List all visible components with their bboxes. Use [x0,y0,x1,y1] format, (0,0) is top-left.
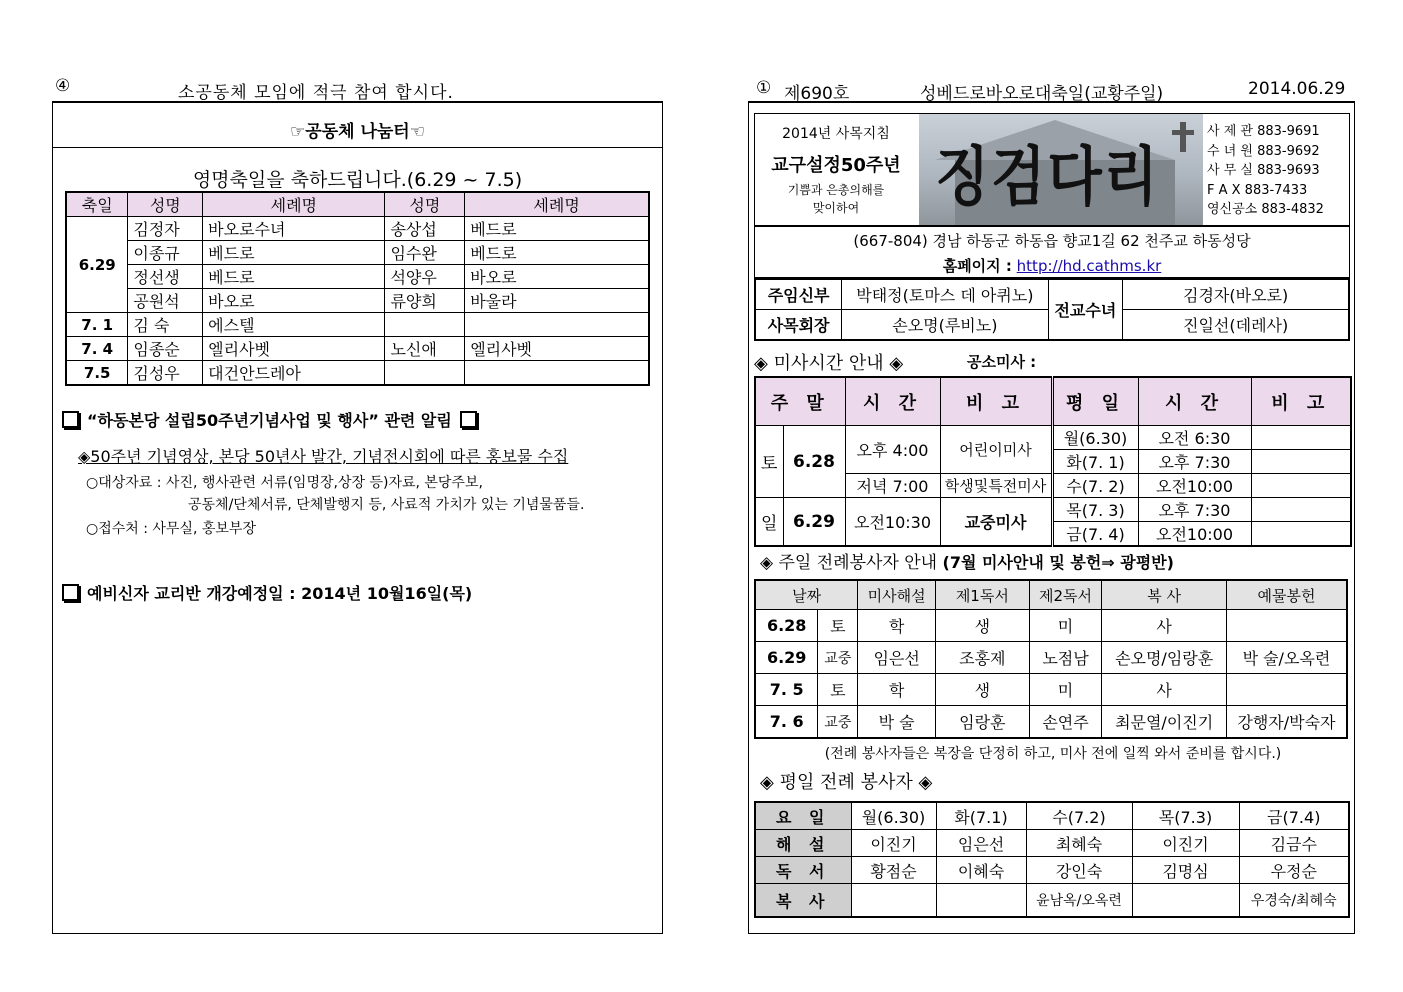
table-cell: 이종규 [128,241,203,265]
catechism-notice-text: 예비신자 교리반 개강예정일 : 2014년 10월16일(목) [87,584,473,603]
weekday-note [1251,474,1351,498]
left-header-title: 소공동체 모임에 적극 참여 합시다. [178,83,454,103]
contact-rectory: 사 제 관 883-9691 [1207,124,1320,139]
feast-table [65,191,650,386]
table-cell: 강인숙 [1026,857,1132,884]
mass-note: 어린이미사 [940,426,1052,474]
pastor-label: 주임신부 [755,279,842,310]
table-cell [385,361,465,386]
weekday-note [1251,522,1351,547]
table-row [66,265,649,289]
weekday-col-thu: 목(7.3) [1132,802,1239,830]
weekday-col-fri: 금(7.4) [1239,802,1349,830]
table-cell: 임랑훈 [936,706,1030,739]
row-label-reading: 독 서 [755,857,851,884]
table-row [755,802,1349,830]
feast-col-name2: 성명 [385,192,465,217]
table-cell: 윤남옥/오옥련 [1026,884,1132,918]
table-cell: 바오로 [465,265,649,289]
weekday-col-label: 요 일 [755,802,851,830]
mass-col-note2: 비 고 [1251,377,1351,426]
table-cell: 미 [1029,674,1102,706]
council-label: 사목회장 [755,310,842,341]
table-cell: 7. 5 [755,674,818,706]
table-cell: 사 [1102,610,1227,642]
table-cell: 최문열/이진기 [1102,706,1227,739]
weekday-col-wed: 수(7.2) [1026,802,1132,830]
table-cell: 학 [858,610,936,642]
weekday-time: 오전10:00 [1138,474,1251,498]
table-cell [1226,674,1347,706]
mass-col-weekend: 주 말 [755,377,845,426]
liturgy-col-date: 날짜 [755,580,858,610]
table-cell: 우정순 [1239,857,1349,884]
contact-list [1207,122,1324,220]
table-row [755,279,1349,310]
table-row [755,642,1347,674]
table-row [66,361,649,386]
mass-time: 저녁 7:00 [845,474,940,498]
newsletter-logo: 징검다리 [935,140,1160,215]
liturgy-col-server: 복 사 [1102,580,1227,610]
table-row [755,426,1351,450]
table-row [755,857,1349,884]
table-cell: 우경숙/최혜숙 [1239,884,1349,918]
sister-name-1: 김경자(바오로) [1123,279,1349,310]
mass-time: 오전10:30 [845,498,940,547]
motto-line2: 맞이하여 [812,201,860,215]
table-cell: 임은선 [858,642,936,674]
table-cell: 베드로 [203,265,385,289]
table-cell: 바오로수녀 [203,217,385,241]
liturgy-col-commentary: 미사해설 [858,580,936,610]
table-row [755,610,1347,642]
table-row [755,706,1347,739]
left-page-number: ④ [55,76,71,96]
table-cell: 류양희 [385,289,465,313]
checkbox-square-icon [62,411,79,428]
feast-col-name: 성명 [128,192,203,217]
table-cell [1132,884,1239,918]
table-cell: 베드로 [465,217,649,241]
council-name: 손오명(루비노) [842,310,1048,341]
table-row [66,337,649,361]
weekday-col-mon: 월(6.30) [851,802,936,830]
table-cell: 미 [1029,610,1102,642]
target-materials-line2: 공동체/단체서류, 단체발행지 등, 사료적 가치가 있는 기념물품들. [188,497,585,513]
table-row [755,498,1351,522]
feast-heading: 영명축일을 축하드립니다.(6.29 ~ 7.5) [192,169,523,191]
table-cell: 손연주 [1029,706,1102,739]
feast-header-row [66,192,649,217]
weekday-day: 월(6.30) [1052,426,1138,450]
table-cell [465,313,649,337]
feast-title: 성베드로바오로대축일(교황주일) [920,84,1164,104]
table-cell [936,884,1026,918]
weekday-servers-table [754,801,1350,918]
table-cell: 강행자/박숙자 [1226,706,1347,739]
table-cell [385,313,465,337]
table-cell: 에스텔 [203,313,385,337]
target-materials-line1: ○대상자료 : 사진, 행사관련 서류(임명장,상장 등)자료, 본당주보, [86,475,483,491]
weekend-date: 6.28 [783,426,845,498]
table-cell: 교중 [818,642,858,674]
table-cell: 이진기 [1132,830,1239,857]
table-cell: 사 [1102,674,1227,706]
checkbox-square-icon [62,584,79,601]
reception-place: ○접수처 : 사무실, 홍보부장 [86,521,256,537]
table-cell: 이혜숙 [936,857,1026,884]
table-row [66,289,649,313]
feast-day: 7. 1 [66,313,128,337]
table-cell [851,884,936,918]
table-cell: 학 [858,674,936,706]
mission-mass-label: 공소미사 : [967,353,1037,371]
table-cell: 김금수 [1239,830,1349,857]
feast-col-baptism: 세례명 [203,192,385,217]
table-row [755,830,1349,857]
mass-times-title: ◈ 미사시간 안내 ◈ [754,353,904,374]
table-row [66,313,649,337]
issue-number: 제690호 [784,84,850,104]
table-cell: 생 [936,674,1030,706]
right-page-number: ① [756,78,772,98]
table-cell: 공원석 [128,289,203,313]
table-cell: 노신애 [385,337,465,361]
checkbox-square-icon [460,411,477,428]
church-address: (667-804) 경남 하동군 하동읍 향교1길 62 천주교 하동성당 [853,232,1251,250]
table-row [755,474,1351,498]
table-cell: 생 [936,610,1030,642]
table-cell: 토 [818,610,858,642]
table-cell: 임은선 [936,830,1026,857]
mass-note: 교중미사 [940,498,1052,547]
anniversary-notice-title [62,408,477,431]
motto-line1: 기쁨과 은총의해를 [787,183,885,197]
table-cell: 김성우 [128,361,203,386]
table-cell: 김명심 [1132,857,1239,884]
table-row [755,884,1349,918]
feast-day: 7.5 [66,361,128,386]
table-cell [1226,610,1347,642]
mass-col-weekday: 평 일 [1052,377,1138,426]
staff-table [754,278,1350,341]
table-cell: 엘리사벳 [203,337,385,361]
weekday-note [1251,426,1351,450]
table-cell: 베드로 [465,241,649,265]
table-cell: 노점남 [1029,642,1102,674]
row-label-commentary: 해 설 [755,830,851,857]
table-cell: 송상섭 [385,217,465,241]
table-cell: 대건안드레아 [203,361,385,386]
mass-time: 오후 4:00 [845,426,940,474]
liturgy-col-offering: 예물봉헌 [1226,580,1347,610]
homepage-link[interactable]: http://hd.cathms.kr [1016,257,1162,275]
table-cell: 바오로 [203,289,385,313]
weekday-note [1251,450,1351,474]
mass-note: 학생및특전미사 [940,474,1052,498]
liturgy-title [760,548,1174,573]
table-cell: 최혜숙 [1026,830,1132,857]
table-cell: 임수완 [385,241,465,265]
row-label-server: 복 사 [755,884,851,918]
table-cell: 김정자 [128,217,203,241]
weekday-servers-title: ◈ 평일 전례 봉사자 ◈ [760,772,933,793]
table-cell: 손오명/임랑훈 [1102,642,1227,674]
homepage-label: 홈페이지 : [942,257,1012,275]
table-cell: 엘리사벳 [465,337,649,361]
weekday-time: 오후 7:30 [1138,498,1251,522]
mass-header-row [755,377,1351,426]
liturgy-col-reading1: 제1독서 [936,580,1030,610]
weekday-note [1251,498,1351,522]
anniversary-notice-text: “하동본당 설립50주년기념사업 및 행사” 관련 알림 [87,411,452,430]
mass-col-note: 비 고 [940,377,1052,426]
feast-day: 6.29 [66,217,128,313]
cross-icon [1180,122,1186,152]
table-cell: 석양우 [385,265,465,289]
table-cell: 베드로 [203,241,385,265]
weekday-day: 목(7. 3) [1052,498,1138,522]
feast-day: 7. 4 [66,337,128,361]
liturgy-header-row [755,580,1347,610]
diocese-anniversary: 교구설정50주년 [771,155,901,176]
table-cell: 교중 [818,706,858,739]
table-row [755,674,1347,706]
pastoral-motto-year: 2014년 사목지침 [782,126,890,142]
pastor-name: 박태정(토마스 데 아퀴노) [842,279,1048,310]
feast-col-baptism2: 세례명 [465,192,649,217]
weekday-time: 오후 7:30 [1138,450,1251,474]
table-cell: 조홍제 [936,642,1030,674]
mass-schedule-table [754,376,1352,547]
weekday-day: 화(7. 1) [1052,450,1138,474]
catechism-notice [62,581,472,604]
table-cell [465,361,649,386]
sister-name-2: 진일선(데레사) [1123,310,1349,341]
community-box-title: ☞공동체 나눔터☜ [290,122,425,142]
table-cell: 임종순 [128,337,203,361]
table-cell: 7. 6 [755,706,818,739]
weekday-day: 수(7. 2) [1052,474,1138,498]
feast-col-day: 축일 [66,192,128,217]
table-cell: 김 숙 [128,313,203,337]
liturgy-title-text: ◈ 주일 전례봉사자 안내 [760,553,938,573]
table-row [66,217,649,241]
table-cell: 이진기 [851,830,936,857]
weekend-day: 일 [755,498,783,547]
weekday-time: 오전10:00 [1138,522,1251,547]
liturgy-note: (전례 봉사자들은 복장을 단정히 하고, 미사 전에 일찍 와서 준비를 합시다.) [824,746,1282,762]
weekday-time: 오전 6:30 [1138,426,1251,450]
sister-label: 전교수녀 [1048,279,1123,340]
homepage-line [754,255,1350,276]
anniversary-subtitle: ◈50주년 기념영상, 본당 50년사 발간, 기념전시회에 따른 홍보물 수집 [78,447,569,466]
mass-col-time: 시 간 [845,377,940,426]
liturgy-table [754,579,1348,739]
left-title-divider [52,147,663,148]
contact-fax: F A X 883-7433 [1207,182,1308,198]
contact-mission: 영신공소 883-4832 [1207,202,1324,217]
table-cell: 박 술 [858,706,936,739]
weekday-col-tue: 화(7.1) [936,802,1026,830]
weekend-day: 토 [755,426,783,498]
table-cell: 황점순 [851,857,936,884]
table-row [66,241,649,265]
table-cell: 6.28 [755,610,818,642]
contact-office: 사 무 실 883-9693 [1207,163,1320,178]
mass-col-time2: 시 간 [1138,377,1251,426]
liturgy-col-reading2: 제2독서 [1029,580,1102,610]
issue-date: 2014.06.29 [1248,79,1346,99]
cross-icon-bar [1172,130,1194,135]
contact-convent: 수 녀 원 883-9692 [1207,143,1320,159]
table-cell: 바울라 [465,289,649,313]
weekend-date: 6.29 [783,498,845,547]
table-cell: 6.29 [755,642,818,674]
weekday-day: 금(7. 4) [1052,522,1138,547]
table-cell: 박 술/오옥련 [1226,642,1347,674]
liturgy-title-bold: (7월 미사안내 및 봉헌⇒ 광평반) [942,553,1174,572]
table-cell: 토 [818,674,858,706]
table-cell: 정선생 [128,265,203,289]
